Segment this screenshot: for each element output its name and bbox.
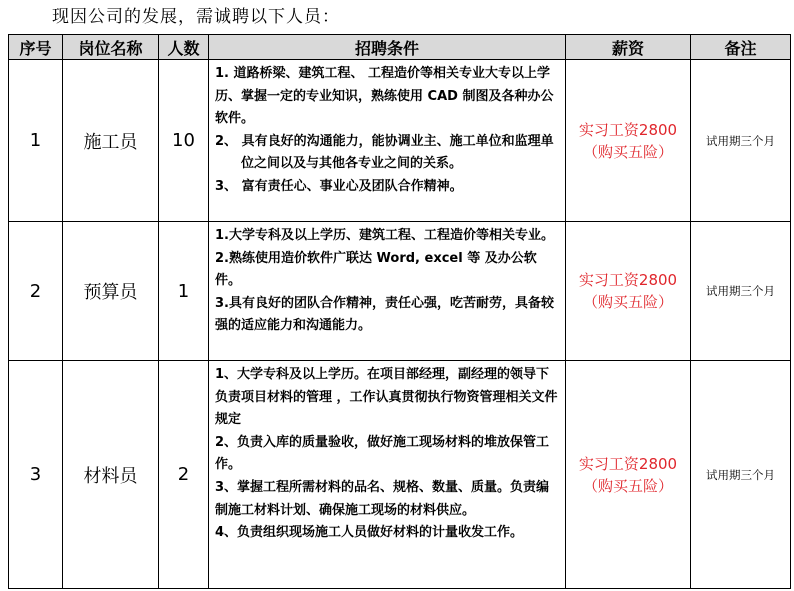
requirement-item: 3、 富有责任心、事业心及团队合作精神。 <box>215 178 463 194</box>
salary-benefits: （购买五险） <box>582 142 673 161</box>
row-salary <box>566 222 691 361</box>
requirement-item: 1.大学专科及以上学历、建筑工程、工程造价等相关专业。 <box>215 228 554 243</box>
row-position: 预算员 <box>63 222 159 361</box>
row-note: 试用期三个月 <box>691 361 791 589</box>
table-row <box>9 222 791 361</box>
recruitment-table <box>8 34 791 589</box>
row-salary <box>566 361 691 589</box>
row-count: 2 <box>159 361 209 589</box>
header-salary: 薪资 <box>566 35 691 60</box>
row-index: 2 <box>9 222 63 361</box>
row-position: 施工员 <box>63 60 159 222</box>
table-row <box>9 361 791 589</box>
header-count: 人数 <box>159 35 209 60</box>
row-index: 1 <box>9 60 63 222</box>
table-header-row <box>9 35 791 60</box>
table-row <box>9 60 791 222</box>
requirement-item: 4、负责组织现场施工人员做好材料的计量收发工作。 <box>215 525 524 541</box>
intro-text: 现因公司的发展，需诚聘以下人员： <box>52 7 340 27</box>
salary-amount: 实习工资2800 <box>578 271 678 289</box>
salary-amount: 实习工资2800 <box>578 120 678 139</box>
requirement-item: 3、掌握工程所需材料的品名、规格、数量、质量。负责编制施工材料计划、确保施工现场的材料供应。 <box>215 479 550 518</box>
header-requirements: 招聘条件 <box>209 35 566 60</box>
requirement-item: 2、 具有良好的沟通能力，能协调业主、施工单位和监理单位之间以及与其他各专业之间的关系。 <box>215 133 554 172</box>
salary-amount: 实习工资2800 <box>578 454 678 473</box>
requirement-item: 2.熟练使用造价软件广联达 Word, excel 等 及办公软件。 <box>215 250 537 289</box>
requirement-item: 2、负责入库的质量验收，做好施工现场材料的堆放保管工作。 <box>215 434 550 473</box>
row-count: 10 <box>159 60 209 222</box>
row-count: 1 <box>159 222 209 361</box>
row-note: 试用期三个月 <box>691 222 791 361</box>
requirement-item: 1. 道路桥梁、建筑工程、 工程造价等相关专业大专以上学历、掌握一定的专业知识，熟练使用 CAD 制图及各种办公软件。 <box>215 66 554 127</box>
salary-benefits: （购买五险） <box>582 476 673 495</box>
header-note: 备注 <box>691 35 791 60</box>
row-index: 3 <box>9 361 63 589</box>
requirement-item: 3.具有良好的团队合作精神，责任心强，吃苦耐劳，具备较强的适应能力和沟通能力。 <box>215 295 554 334</box>
row-requirements <box>209 361 566 589</box>
row-position: 材料员 <box>63 361 159 589</box>
requirement-item: 1、大学专科及以上学历。在项目部经理，副经理的领导下负责项目材料的管理 ，工作认真贯彻执行物资管理相关文件规定 <box>215 367 558 428</box>
header-index: 序号 <box>9 35 63 60</box>
row-requirements <box>209 222 566 361</box>
text-cursor <box>790 224 791 242</box>
row-note: 试用期三个月 <box>691 60 791 222</box>
salary-benefits: （购买五险） <box>582 293 673 311</box>
row-salary <box>566 60 691 222</box>
row-requirements <box>209 60 566 222</box>
header-position: 岗位名称 <box>63 35 159 60</box>
